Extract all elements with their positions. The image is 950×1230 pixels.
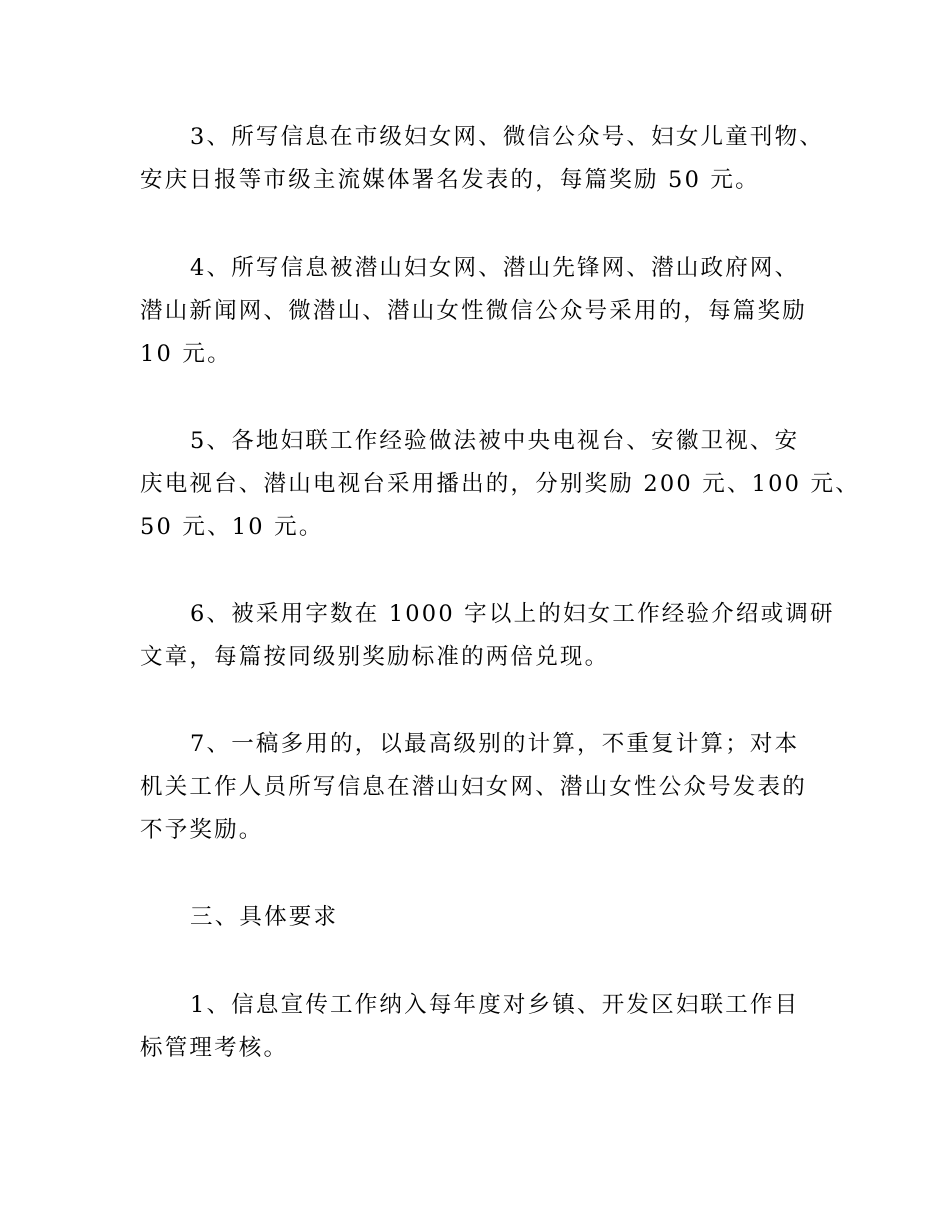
paragraph-item-6: [140, 593, 835, 679]
paragraph-item-5: [140, 420, 860, 549]
paragraph-line: 3、所写信息在市级妇女网、微信公众号、妇女儿童刊物、: [190, 124, 825, 150]
requirement-item-1: [140, 984, 810, 1070]
paragraph-line: 标管理考核。: [140, 1035, 289, 1061]
paragraph-line: 庆电视台、潜山电视台采用播出的，分别奖励 200 元、100 元、: [140, 471, 860, 497]
paragraph-line: 1、信息宣传工作纳入每年度对乡镇、开发区妇联工作目: [190, 992, 800, 1018]
paragraph-line: 安庆日报等市级主流媒体署名发表的，每篇奖励 50 元。: [140, 167, 760, 193]
paragraph-line: 不予奖励。: [140, 817, 264, 843]
section-heading: 三、具体要求: [190, 904, 339, 930]
paragraph-line: 7、一稿多用的，以最高级别的计算，不重复计算；对本: [190, 731, 800, 757]
paragraph-line: 50 元、10 元。: [140, 514, 324, 540]
paragraph-line: 文章，每篇按同级别奖励标准的两倍兑现。: [140, 644, 610, 670]
paragraph-item-7: [140, 723, 810, 852]
paragraph-line: 10 元。: [140, 341, 232, 367]
paragraph-line: 潜山新闻网、微潜山、潜山女性微信公众号采用的，每篇奖励: [140, 298, 807, 324]
paragraph-line: 4、所写信息被潜山妇女网、潜山先锋网、潜山政府网、: [190, 255, 800, 281]
paragraph-line: 6、被采用字数在 1000 字以上的妇女工作经验介绍或调研: [190, 601, 835, 627]
paragraph-line: 机关工作人员所写信息在潜山妇女网、潜山女性公众号发表的: [140, 774, 807, 800]
paragraph-line: 5、各地妇联工作经验做法被中央电视台、安徽卫视、安: [190, 428, 800, 454]
paragraph-item-4: [140, 247, 810, 376]
paragraph-item-3: [140, 116, 825, 202]
